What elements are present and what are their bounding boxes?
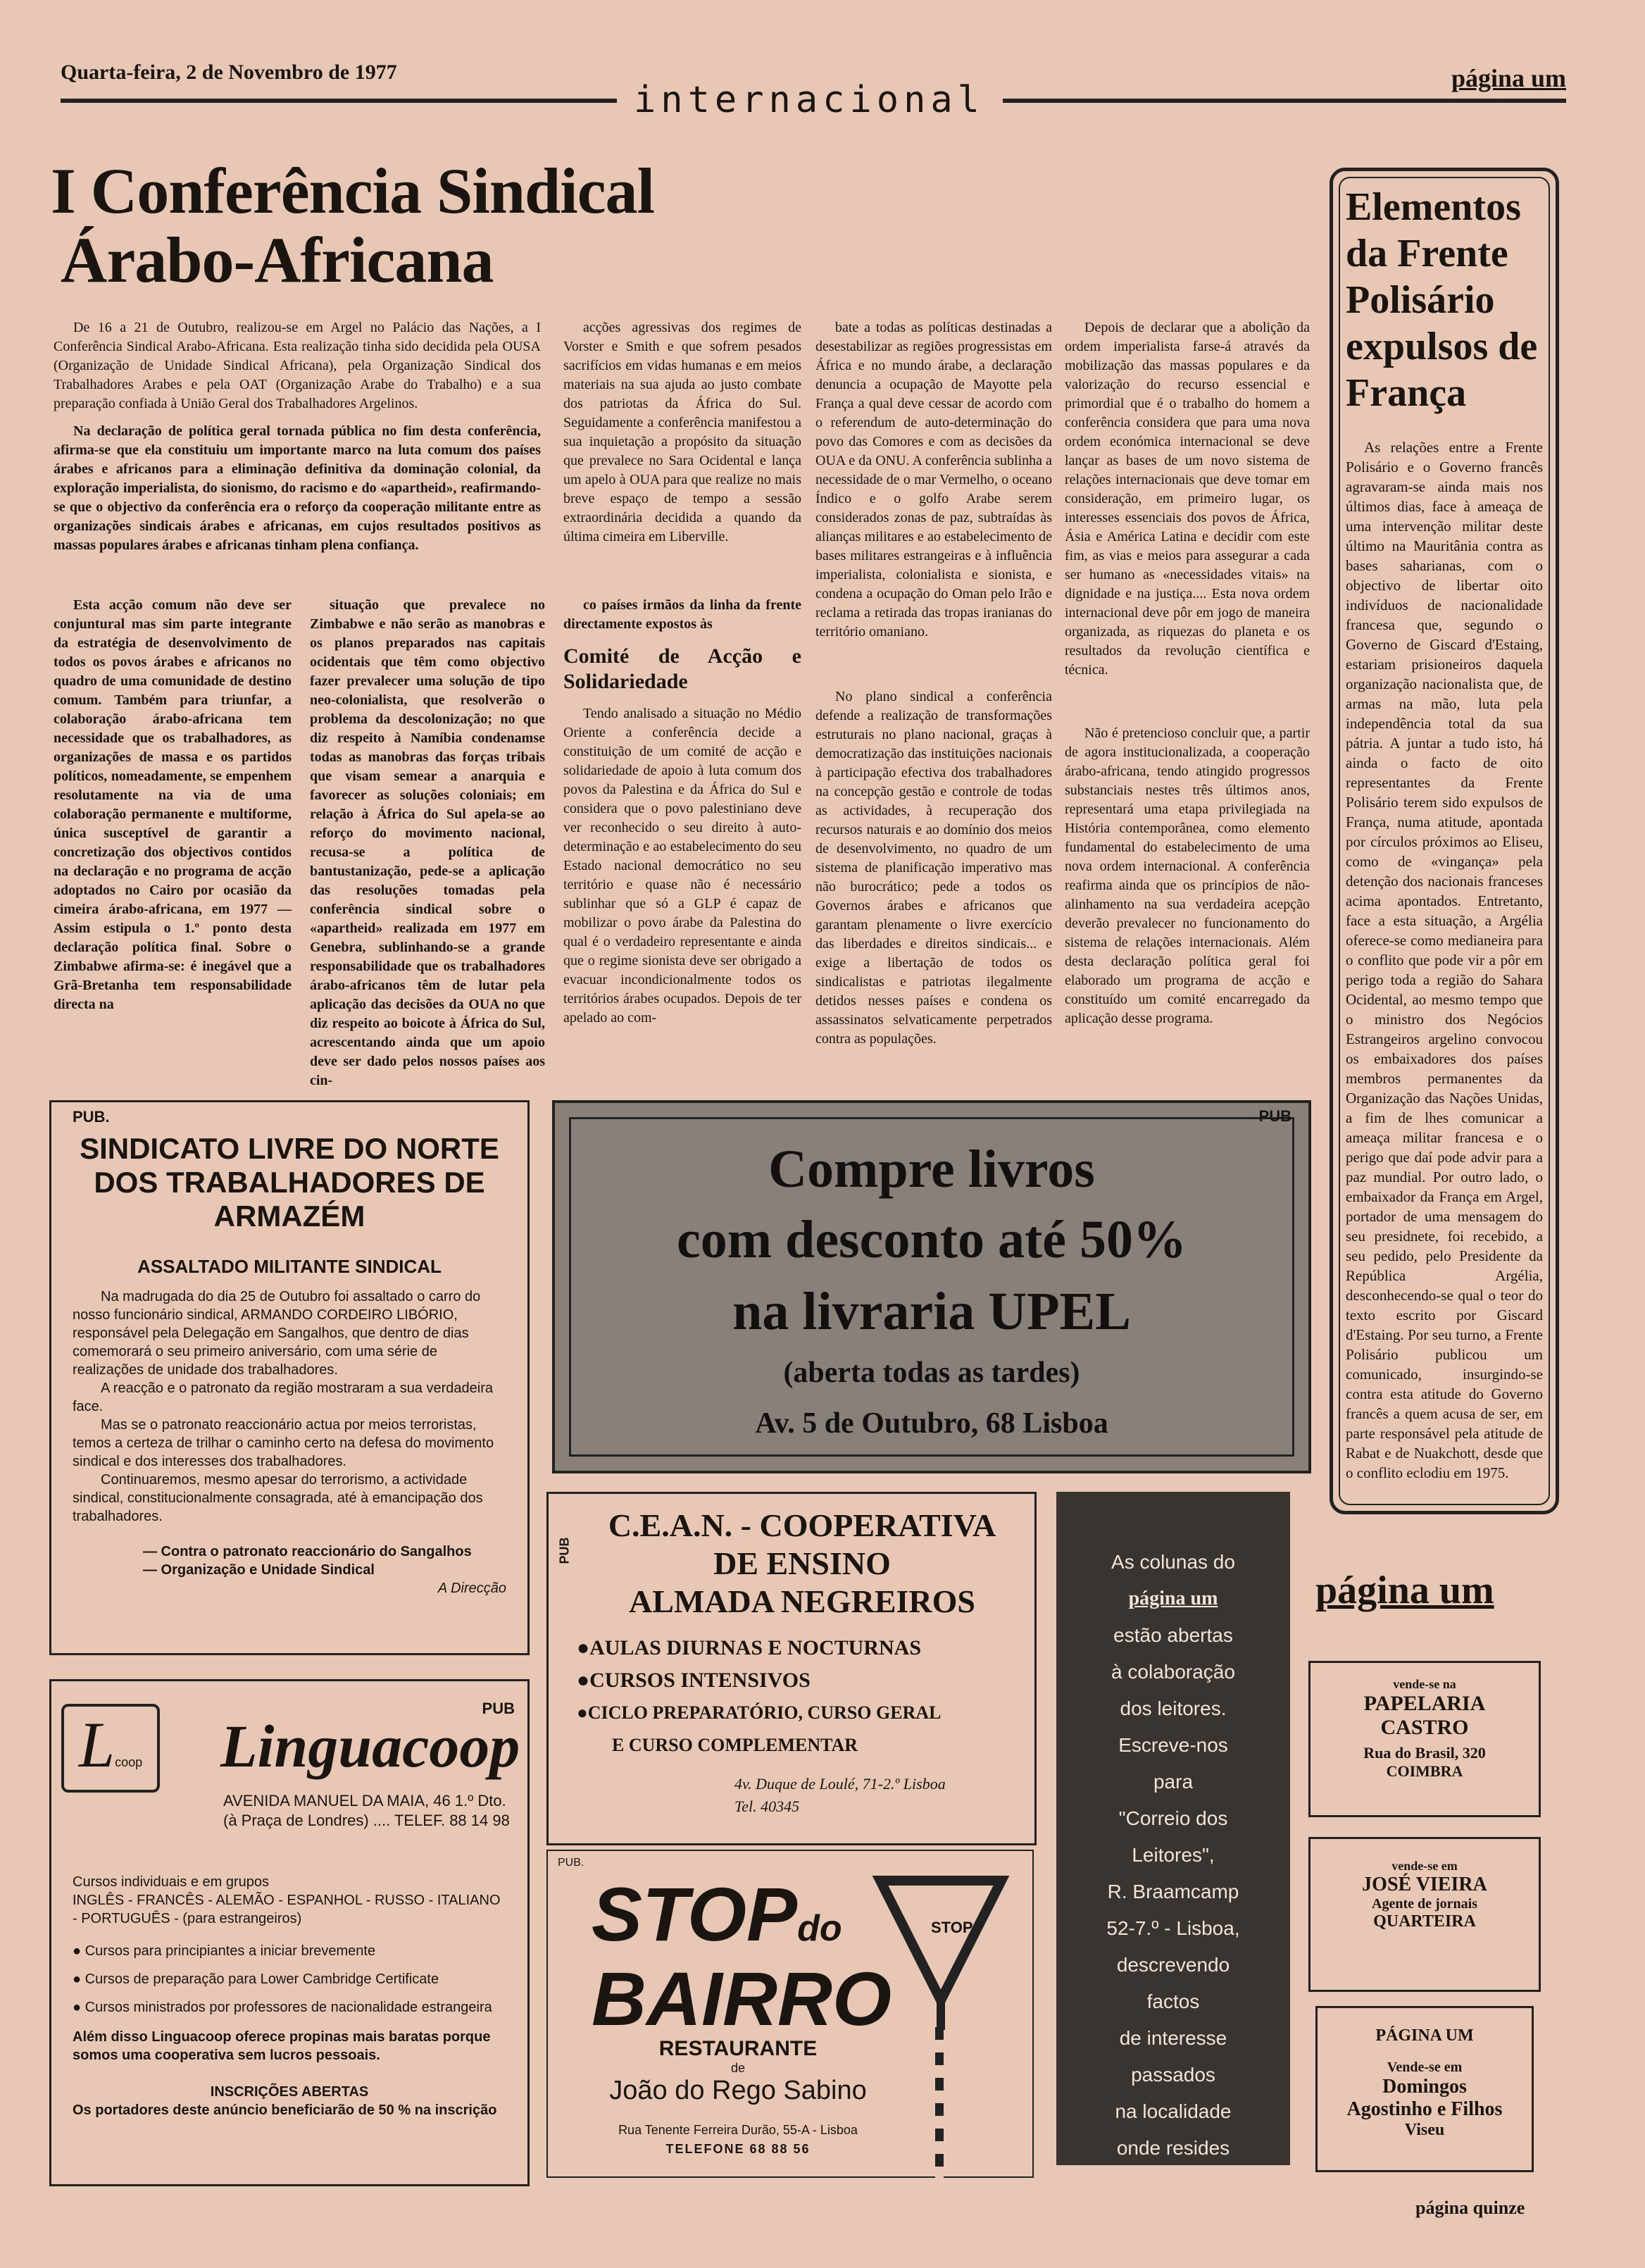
linguacoop-logo-letter: L: [78, 1709, 115, 1781]
vendor-castro-line-4: Rua do Brasil, 320: [1363, 1744, 1486, 1762]
stop-logo-do: do: [797, 1908, 842, 1949]
sidebar-text: [1346, 437, 1543, 1483]
article-column-a: [54, 596, 292, 1023]
ad-sindicato-subtitle: ASSALTADO MILITANTE SINDICAL: [137, 1256, 442, 1277]
article-declaration-paragraph: Na declaração de política geral tornada pública no fim desta conferência, afirma-se que ela constituiu um importante marco na luta comum dos países árabes e africanos para a eliminação definitiva da dominação colonial, da exploração imperialista, do sionismo, do racismo e do «apartheid», reafirmando-se que o objectivo da conferência era o reforço da cooperação militante entre as organizações sindicais árabes e africanas, em cujos resultados positivos as massas populares árabes e africanas tinham plena confiança.: [54, 423, 541, 553]
linguacoop-bullet-3: ● Cursos ministrados por professores de nacionalidade estrangeira: [73, 2000, 492, 2015]
ad-reader-line: Escreve-nos: [1118, 1734, 1228, 1756]
ad-sindicato-body: [73, 1288, 506, 1597]
pub-tag: PUB: [482, 1700, 515, 1717]
ad-cean-item-4: E CURSO COMPLEMENTAR: [612, 1735, 858, 1755]
vendor-vieira-line-4: QUARTEIRA: [1373, 1912, 1476, 1931]
ad-linguacoop: [49, 1679, 530, 2186]
stop-de: de: [730, 2061, 746, 2075]
ad-sindicato-slogan-2: — Organização e Unidade Sindical: [143, 1562, 375, 1578]
ad-upel-line-3: na livraria UPEL: [732, 1282, 1131, 1341]
ad-sindicato-p1: Na madrugada do dia 25 de Outubro foi assaltado o carro do nosso funcionário sindical, ARMANDO CORDEIRO LIBÓRIO, responsável pela Delegação em Sangalhos, que dentro de dias comemorará o seu primeiro aniversário, com uma série de realizações de unidade dos trabalhadores.: [73, 1289, 481, 1378]
ad-reader-line: à colaboração: [1111, 1661, 1235, 1683]
article-column-d-text: No plano sindical a conferência defende a realização de transformações estruturais no plano nacional, graças à democratização das instituições nacionais à participação efectiva dos trabalhadores na concepção gestão e controle de todas as actividades, à recuperação dos recursos naturais e ao domínio dos meios de desenvolvimento, no quadro de um sistema de planificação imperativo mas não burocrático; pede a todos os Governos árabes e africanos que garantam plenamente o livre exercício das liberdades e direitos sindicais... e exige a libertação de todos os sindicalistas e patriotas ilegalmente detidos nesses países e condena os assassinatos selvaticamente perpetrados contra as populações.: [815, 689, 1052, 1047]
stop-logo-word: STOP: [592, 1871, 798, 1957]
ad-reader-line: para: [1153, 1771, 1194, 1793]
ad-cean-title-1: C.E.A.N. - COOPERATIVA: [608, 1507, 996, 1543]
ad-sindicato-p4: Continuaremos, mesmo apesar do terrorismo, a actividade sindical, constitucionalmente consagrada, até à emancipação dos trabalhadores.: [73, 1472, 483, 1524]
publication-name: página um: [1451, 64, 1566, 92]
linguacoop-bullet-1-text: Cursos para principiantes a iniciar brevemente: [85, 1943, 376, 1959]
ad-reader-line: onde resides: [1116, 2137, 1230, 2159]
ad-reader-line: de interesse: [1119, 2027, 1227, 2049]
ad-reader-line: factos: [1146, 1990, 1200, 2012]
article-column-4: [1065, 318, 1310, 688]
article-column-2: [563, 318, 801, 555]
article-intro: [54, 318, 541, 563]
vendor-box-vieira: [1308, 1837, 1541, 1992]
ad-sindicato-title: SINDICATO LIVRE DO NORTE DOS TRABALHADORES DE ARMAZÉM: [80, 1132, 499, 1233]
linguacoop-logo-small: coop: [115, 1755, 143, 1769]
ad-cean-title: [577, 1507, 1027, 1621]
article-column-e: [1065, 724, 1310, 1037]
stop-logo-line-2: BAIRRO: [592, 1956, 892, 2041]
article-column-b-text: situação que prevalece no Zimbabwe e não serão as manobras e os planos preparados nas capitais ocidentais que têm como objectivo fazer prevalecer uma solução de tipo neo-colonialista, que resolverão o problema da descolonização; no que diz respeito à Namíbia condenamse todas as manobras das forças tribais que visam semear a anarquia e favorecer as soluções coloniais; em relação à África do Sul apela-se ao reforço do movimento nacional, recusa-se a política de bantustanização, pede-se a aplicação das resoluções tomadas pela conferência sindical sobre o «apartheid» realizada em 1977 em Genebra, sublinhando-se a grande responsabilidade que os trabalhadores árabo-africanos têm de lutar pela aplicação das decisões da OUA no que diz respeito ao boicote à África do Sul, acrescentando ainda que um apoio deve ser dado pelos nossos países aos cin-: [310, 597, 545, 1088]
stop-sign-post: [935, 2027, 944, 2178]
stop-phone: TELEFONE 68 88 56: [665, 2142, 811, 2156]
vendor-domingos-line-3: Domingos: [1382, 2076, 1467, 2098]
ad-reader-columns: [1056, 1492, 1290, 2165]
vendor-domingos-line-2: Vende-se em: [1387, 2060, 1463, 2075]
ad-cean-list: [577, 1632, 941, 1762]
vendor-castro-line-2: PAPELARIA: [1363, 1692, 1486, 1715]
article-column-c: [563, 596, 801, 1036]
ad-cean-item-1-text: AULAS DIURNAS E NOCTURNAS: [589, 1636, 922, 1659]
ad-upel-line-4: (aberta todas as tardes): [783, 1357, 1080, 1389]
vendor-box-castro: [1308, 1661, 1541, 1817]
linguacoop-languages: INGLÊS - FRANCÊS - ALEMÃO - ESPANHOL - RUSSO - ITALIANO - PORTUGUÊS - (para estrangeiros): [73, 1893, 501, 1926]
linguacoop-address-line-2: (à Praça de Londres) .... TELEF. 88 14 98: [223, 1812, 510, 1829]
headline-line-1: I Conferência Sindical: [51, 155, 655, 227]
article-column-2-text: acções agressivas dos regimes de Vorster e Smith e que sofrem pesados sacrifícios em vidas humanas e em meios materiais na sua ajuda ao justo combate dos patriotas da África do Sul. Seguidamente a conferência manifestou a sua inquietação a propósito da situação que prevalece no Sara Ocidental e lança um apelo à OUA para que realize no mais breve espaço de tempo a sessão extraordinária decidida a quando da última cimeira em Liberville.: [563, 320, 801, 544]
section-title: internacional: [634, 79, 984, 121]
ad-upel: [552, 1100, 1311, 1473]
ad-upel-text: [555, 1134, 1308, 1450]
linguacoop-logo: [61, 1704, 160, 1793]
pub-tag: PUB.: [558, 1857, 584, 1869]
vendor-vieira-line-1: vende-se em: [1391, 1859, 1458, 1873]
linguacoop-address: [223, 1791, 510, 1831]
header-rule-right: [1003, 99, 1566, 103]
ad-reader-line: Leitores",: [1132, 1844, 1215, 1866]
vendor-box-domingos: [1315, 2006, 1534, 2172]
ad-reader-line: As colunas do: [1111, 1551, 1235, 1573]
ad-cean-contact: [734, 1773, 946, 1818]
vendor-castro-line-1: vende-se na: [1393, 1677, 1456, 1691]
linguacoop-bullet-1: ● Cursos para principiantes a iniciar brevemente: [73, 1943, 376, 1959]
stop-sign-icon: [870, 1875, 1011, 2030]
ad-cean-title-3: ALMADA NEGREIROS: [628, 1583, 975, 1619]
ad-cean-item-2: ●CURSOS INTENSIVOS: [577, 1669, 811, 1692]
article-column-d: [815, 687, 1052, 1057]
ad-reader-line: dos leitores.: [1120, 1697, 1227, 1719]
stop-sign-label: STOP: [931, 1919, 973, 1936]
stop-owner: João do Rego Sabino: [609, 2076, 867, 2105]
article-column-3-text: bate a todas as políticas destinadas a desestabilizar as regiões progressistas em África e no mundo árabe, a declaração denuncia a ocupação de Mayotte pela França a qual deve cessar de acordo com o referendum de auto-determinação do povo das Comores e com as decisões da OUA e da ONU. A conferência sublinha a necessidade de o mar Vermelho, o oceano Índico e o golfo Arabe serem considerados zonas de paz, subtraídas às alianças militares e ao estabelecimento de bases militares estrangeiras e à influência imperialista, colonialista e sionista, e condena a ocupação do Oman pelo Irão e reclama a retirada das tropas iranianas do território omaniano.: [815, 320, 1052, 640]
linguacoop-inscriptions: INSCRIÇÕES ABERTAS: [210, 2084, 369, 2100]
subheading-comite: Comité de Acção e Solidariedade: [563, 644, 801, 693]
ad-reader-line: 52-7.º - Lisboa,: [1106, 1917, 1240, 1939]
article-column-a-text: Esta acção comum não deve ser conjuntural mas sim parte integrante da estratégia de desenvolvimento de todos os povos árabes e africanos no quadro de uma comunidade de destino comum. Também para triunfar, a colaboração árabo-africana tem necessidade que os trabalhadores, as organizações de massa e os partidos políticos, nomeadamente, se empenhem resolutamente na via de uma colaboração permanente e multiforme, única susceptível de garantir a concretização dos objectivos contidos na declaração e no programa de acção adoptados no Cairo por ocasião da cimeira árabo-africana, em 1977 — Assim estipula o 1.º ponto desta declaração política final. Sobre o Zimbabwe afirma-se: é inegável que a Grã-Bretanha tem responsabilidade directa na: [54, 597, 292, 1012]
ad-reader-line: na localidade: [1115, 2100, 1232, 2122]
ad-sindicato-slogan-1: — Contra o patronato reaccionário do Sangalhos: [143, 1544, 472, 1559]
vendor-castro-line-5: COIMBRA: [1386, 1762, 1463, 1780]
article-column-c-intro: co países irmãos da linha da frente directamente expostos às: [563, 597, 801, 632]
stop-address: Rua Tenente Ferreira Durão, 55-A - Lisboa: [618, 2123, 858, 2137]
linguacoop-body: [73, 1873, 506, 2119]
pub-tag: PUB: [1258, 1107, 1291, 1125]
ad-cean-address: 4v. Duque de Loulé, 71-2.º Lisboa: [734, 1775, 946, 1793]
article-column-3: [815, 318, 1052, 650]
stop-details: [555, 2037, 921, 2157]
vendor-vieira-line-3: Agente de jornais: [1372, 1896, 1477, 1912]
ad-upel-line-1: Compre livros: [768, 1140, 1095, 1199]
article-column-4-text: Depois de declarar que a abolição da ordem imperialista farse-á através da mobilização das massas populares e da valorização do recurso essencial e primordial que é o trabalho do homem a conferência considera que para uma nova ordem económica internacional se deve lançar as bases de um novo sistema de relações internacionais que deve tomar em consideração, em primeiro lugar, os interesses essenciais dos povos de África, Ásia e América Latina e decidir com este fim, as vias e meios para assegurar a cada ser humano as «necessidades vitais» na dignidade e na justiça.... Esta nova ordem internacional deve pôr em jogo de maneira organizada, as riquezas do planeta e os resultados da revolução científica e técnica.: [1065, 320, 1310, 678]
linguacoop-bullet-2-text: Cursos de preparação para Lower Cambridge Certificate: [85, 1971, 439, 1987]
vendor-vieira-line-2: JOSÉ VIEIRA: [1362, 1874, 1487, 1895]
sidebar-paragraph: As relações entre a Frente Polisário e o Governo francês agravaram-se ainda mais nos últimos dias, face à ameaça de uma intervenção militar deste último na Mauritânia contra as bases saharianas, com o objectivo de libertar oito indivíduos de nacionalidade francesa que, segundo o Governo de Giscard d'Estaing, estariam prisioneiros daquela organização nacionalista que, de armas na mão, luta pela independência total da sua pátria. A juntar a tudo isto, há ainda o facto de oito representantes da Frente Polisário terem sido expulsos de França, numa atitude, apontada por círculos próximos ao Eliseu, como de «vingança» pela detenção dos nacionais franceses acima apontados. Entretanto, face a esta situação, a Argélia oferece-se como medianeira para o conflito que pode vir a pôr em perigo toda a região do Sahara Ocidental, ao mesmo tempo que o ministro dos Negócios Estrangeiros argelino convocou os embaixadores dos países membros permanentes da Organização das Nações Unidas, a fim de lhes comunicar a ameaça militar francesa e o perigo que daí pode advir para a paz mundial. Por outro lado, o embaixador da França em Argel, portador de uma mensagem do seu presidnete, foi recebido, a seu pedido, pelo Presidente da República Argélia, desconhecendo-se qual o teor do texto escrito por Giscard d'Estaing. Por seu turno, a Frente Polisário publicou um comunicado, insurgindo-se contra esta atitude do Governo francês a quem acusa de ser, em parte responsável pela atitude de Rabat e de Nuakchott, desde que o conflito eclodiu em 1975.: [1346, 439, 1543, 1481]
linguacoop-bullet-3-text: Cursos ministrados por professores de nacionalidade estrangeira: [85, 2000, 492, 2015]
ad-sindicato-p3: Mas se o patronato reaccionário actua por meios terroristas, temos a certeza de trilhar o caminho certo na defesa do movimento sindical e dos interesses dos trabalhadores.: [73, 1417, 494, 1469]
article-intro-paragraph: De 16 a 21 de Outubro, realizou-se em Argel no Palácio das Nações, a I Conferência Sindical Arabo-Africana. Esta realização tinha sido decidida pela OUSA (Organização de Unidade Sindical Africana), pela Organização Sindical dos Trabalhadores Arabes e pela OAT (Organização Arabe do Trabalho) e a sua preparação confiada à União Geral dos Trabalhadores Argelinos.: [54, 320, 541, 411]
stop-logo: [592, 1871, 892, 2041]
ad-cean: [546, 1492, 1037, 1845]
sidebar-title: Elementos da Frente Polisário expulsos de França: [1346, 185, 1538, 415]
vendor-domingos-line-1: PÁGINA UM: [1375, 2026, 1474, 2045]
article-column-e-text: Não é pretencioso concluir que, a partir de agora institucionalizada, a cooperação árabo-africana, tendo atingido progressos substanciais nestes três últimos anos, representará uma etapa privilegiada na História contemporânea, como elemento fundamental do estabelecimento de uma nova ordem internacional. A conferência reafirma ainda que os princípios de não-alinhamento na sua verdadeira acepção deverão prevalecer no funcionamento do sistema de relações internacionais. Além desta declaração política geral foi elaborado um programa de acção e constituído um comité encarregado da aplicação desse programa.: [1065, 725, 1310, 1026]
ad-cean-item-1: ●AULAS DIURNAS E NOCTURNAS: [577, 1636, 922, 1659]
pub-tag: PUB: [557, 1537, 572, 1564]
linguacoop-bullet-2: ● Cursos de preparação para Lower Cambridge Certificate: [73, 1971, 439, 1987]
ad-cean-item-2-text: CURSOS INTENSIVOS: [589, 1669, 811, 1692]
ad-stop-do-bairro: [546, 1850, 1034, 2178]
ad-upel-line-5: Av. 5 de Outubro, 68 Lisboa: [755, 1407, 1108, 1440]
vendor-castro-line-3: CASTRO: [1380, 1716, 1469, 1739]
ad-sindicato-signature: A Direcção: [437, 1581, 506, 1596]
vendor-domingos-line-5: Viseu: [1404, 2121, 1445, 2139]
stop-logo-line-1: [592, 1871, 892, 1964]
stop-restaurant: RESTAURANTE: [658, 2037, 818, 2060]
ad-sindicato-p2: A reacção e o patronato da região mostraram a sua verdadeira face.: [73, 1381, 493, 1414]
linguacoop-address-line-1: AVENIDA MANUEL DA MAIA, 46 1.º Dto.: [223, 1792, 506, 1809]
ad-reader-line: "Correio dos: [1118, 1807, 1228, 1829]
ad-reader-line: passados: [1131, 2064, 1215, 2086]
ad-cean-tel: Tel. 40345: [734, 1797, 800, 1815]
ad-sindicato: [49, 1100, 530, 1655]
linguacoop-brand: Linguacoop: [220, 1712, 520, 1780]
linguacoop-courses: Cursos individuais e em grupos: [73, 1874, 270, 1890]
page-footer: página quinze: [1415, 2198, 1525, 2218]
pub-tag: PUB.: [73, 1108, 110, 1126]
vendor-domingos-line-4: Agostinho e Filhos: [1346, 2098, 1503, 2120]
ad-cean-item-3-text: CICLO PREPARATÓRIO, CURSO GERAL: [587, 1702, 942, 1723]
sidebar-polisario: [1330, 168, 1559, 1514]
ad-reader-line: R. Braamcamp: [1107, 1881, 1239, 1902]
linguacoop-inscriptions-note: Os portadores deste anúncio beneficiarão de 50 % na inscrição: [73, 2102, 497, 2118]
linguacoop-note: Além disso Linguacoop oferece propinas mais baratas porque somos uma cooperativa sem lucros pessoais.: [73, 2029, 491, 2063]
header-rule-left: [61, 99, 617, 103]
ad-cean-item-3: ●CICLO PREPARATÓRIO, CURSO GERAL: [577, 1702, 942, 1723]
ad-upel-line-2: com desconto até 50%: [677, 1210, 1187, 1269]
issue-date: Quarta-feira, 2 de Novembro de 1977: [61, 61, 397, 84]
ad-cean-title-2: DE ENSINO: [713, 1545, 891, 1581]
ad-reader-line: descrevendo: [1116, 1954, 1230, 1976]
headline-line-2: Árabo-Africana: [61, 224, 494, 296]
article-column-b: [310, 596, 545, 1099]
article-column-c-text: Tendo analisado a situação no Médio Oriente a conferência decide a constituição de um comité de acção e solidariedade de apoio à luta comum dos povos da Palestina e da África do Sul e considera que o povo palestiniano deve ver reconhecido o seu direito à auto-determinação e ao estabelecimento do seu Estado nacional democrático no seu território e quase não é necessário sublinhar que só a GLP é capaz de mobilizar o povo árabe da Palestina do qual é o verdadeiro representante e ainda que o regime sionista deve ser obrigado a evacuar incondicionalmente todos os territórios árabes ocupados. Depois de ter apelado ao com-: [563, 706, 801, 1026]
ad-reader-line: página um: [1128, 1588, 1218, 1609]
ad-reader-line: estão abertas: [1113, 1624, 1233, 1646]
pagina-um-logo: página um: [1315, 1569, 1494, 1612]
article-headline: [51, 156, 654, 294]
